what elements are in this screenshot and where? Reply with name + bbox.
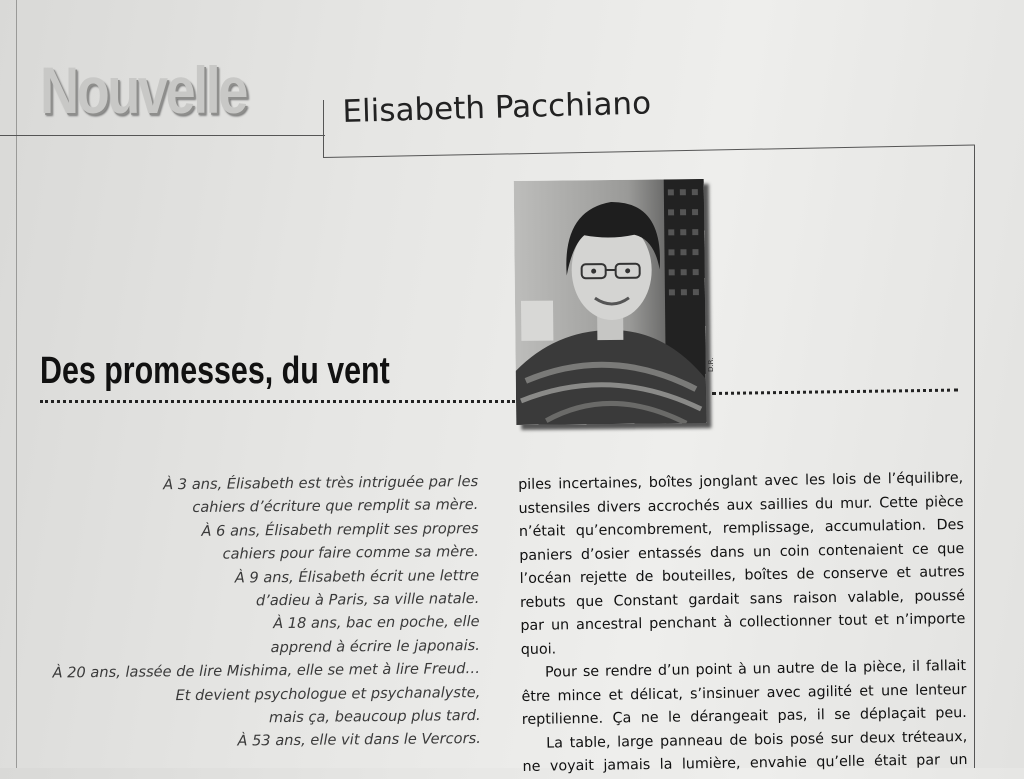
header-rule (0, 135, 325, 136)
page-edge (16, 0, 17, 768)
bio-line: cahiers d’écriture que remplit sa mère. (30, 493, 478, 521)
section-label: Nouvelle (40, 52, 246, 128)
bio-line: À 18 ans, bac en poche, elle (31, 610, 479, 638)
body-line: ne voyait jamais la lumière, envahie qu’elle était par un (522, 749, 967, 779)
bio-line: À 53 ans, elle vit dans le Vercors. (33, 727, 481, 755)
bio-line: Et devient psychologue et psychanalyste, (32, 681, 480, 709)
frame-top-rule (323, 144, 975, 158)
body-line: être mince et délicat, s’insinuer avec agilité et une lenteur (521, 678, 966, 708)
frame-right-rule (974, 145, 975, 768)
author-portrait (514, 179, 707, 425)
body-line: rebuts que Constant gardait sans raison valable, poussé (520, 584, 965, 614)
bio-line: apprend à écrire le japonais. (32, 634, 480, 662)
story-title: Des promesses, du vent (40, 350, 390, 393)
body-line: par un ancestral penchant à collectionner tout et n’importe (520, 608, 965, 638)
body-line: paniers d’osier entassés dans un coin contenaient ce que (519, 538, 964, 568)
bio-line: À 3 ans, Élisabeth est très intriguée par les (30, 470, 478, 498)
author-bio (30, 470, 481, 756)
body-line: reptilienne. Ça ne le dérangeait pas, il se déplaçait peu. (522, 702, 967, 732)
body-line: n’était qu’encombrement, remplissage, accumulation. Des (519, 514, 964, 544)
body-line: ustensiles divers accrochés aux saillies du mur. Cette pièce (518, 491, 963, 521)
bio-line: mais ça, beaucoup plus tard. (32, 704, 480, 732)
header-divider (323, 100, 324, 158)
photo-credit: D.R. (707, 358, 715, 372)
title-dotted-rule-right (712, 389, 958, 395)
story-body (518, 467, 968, 779)
bio-line: d’adieu à Paris, sa ville natale. (31, 587, 479, 615)
body-line: piles incertaines, boîtes jonglant avec les lois de l’équilibre, (518, 467, 963, 497)
bio-line: À 20 ans, lassée de lire Mishima, elle se met à lire Freud… (32, 657, 480, 685)
body-line: l’océan rejette de bouteilles, boîtes de conserve et autres (519, 561, 964, 591)
body-line: quoi. (521, 631, 966, 661)
author-name: Elisabeth Pacchiano (342, 85, 652, 130)
bio-line: À 6 ans, Élisabeth remplit ses propres (31, 517, 479, 545)
body-line: Pour se rendre d’un point à un autre de la pièce, il fallait (521, 655, 966, 685)
bio-line: cahiers pour faire comme sa mère. (31, 540, 479, 568)
bio-line: À 9 ans, Élisabeth écrit une lettre (31, 564, 479, 592)
body-line: La table, large panneau de bois posé sur deux tréteaux, (522, 725, 967, 755)
title-dotted-rule-left (40, 400, 515, 403)
